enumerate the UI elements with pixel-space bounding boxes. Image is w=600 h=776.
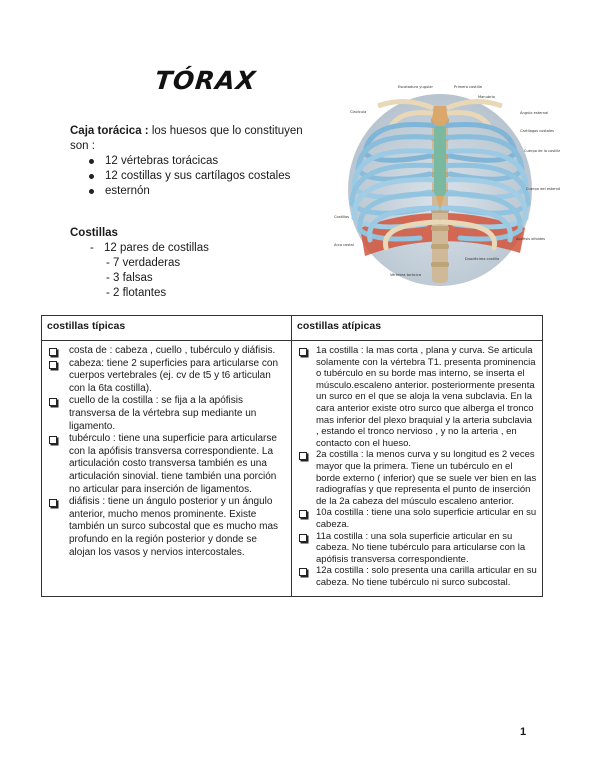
caja-toracica-section: [70, 124, 320, 199]
list-item: cabeza: tiene 2 superficies para articularse con cuerpos vertebrales (ej. cv de t5 y t6 articulan con la 6ta costilla).: [47, 358, 286, 396]
caja-toracica-heading: Caja torácica :: [70, 125, 149, 137]
rib-cage-drawing: [330, 78, 560, 290]
figure-label: Cuerpo de la costilla: [524, 149, 560, 153]
page-title: TÓRAX: [153, 66, 258, 95]
figure-label: Cartílagos costales: [520, 129, 555, 133]
figure-label: Duodécima costilla: [465, 257, 500, 261]
caja-toracica-text: los huesos que lo constituyen son :: [70, 125, 303, 152]
ribs-comparison-table: [41, 315, 543, 597]
list-item: 12 costillas y sus cartílagos costales: [70, 169, 320, 184]
figure-label: Clavícula: [350, 110, 367, 114]
costillas-sub-item: - 2 flotantes: [106, 287, 167, 299]
costillas-sub-item: - 3 falsas: [106, 272, 153, 284]
typical-list: [47, 345, 286, 559]
header-atypical: costillas atípicas: [292, 316, 543, 341]
header-typical: costillas típicas: [42, 316, 292, 341]
figure-label: Manubrio: [478, 95, 495, 99]
page-number: 1: [520, 726, 527, 738]
typical-cell: [42, 341, 292, 597]
caja-toracica-intro: [70, 124, 320, 154]
list-item: cuello de la costilla : se fija a la apófisis transversa de la vértebra sup mediante un ligamento.: [47, 395, 286, 433]
list-item: 10a costilla : tiene una solo superficie articular en su cabeza.: [297, 507, 537, 530]
costillas-heading: Costillas: [70, 227, 118, 239]
thorax-illustration: [330, 78, 560, 290]
list-item: 11a costilla : una sola superficie articular en su cabeza. No tiene tubérculo para articularse con la apófisis transversa correspondiente.: [297, 531, 537, 566]
figure-label: Apófisis xifoides: [516, 237, 546, 241]
list-item: esternón: [70, 184, 320, 199]
figure-label: Cuerpo del esternón: [526, 187, 560, 191]
caja-toracica-list: [70, 154, 320, 199]
list-item: 12a costilla : solo presenta una carilla articular en su cabeza. No tiene tubérculo ni surco subcostal.: [297, 565, 537, 588]
costillas-sub-item: - 7 verdaderas: [106, 257, 181, 269]
figure-label: Costillas: [334, 215, 350, 219]
costillas-section: [70, 226, 209, 301]
figure-label: Escotadura yugular: [398, 85, 433, 89]
list-item: 12 vértebras torácicas: [70, 154, 320, 169]
figure-label: Primera costilla: [454, 85, 482, 89]
list-item: diáfisis : tiene un ángulo posterior y un ángulo anterior, mucho menos prominente. Existe también un surco subcostal que es mucho mas profundo en la región posterior y donde se alojan los vasos y nervios intercostales.: [47, 496, 286, 559]
list-item: 2a costilla : la menos curva y su longitud es 2 veces mayor que la primera. Tiene un tubérculo en el borde externo ( inferior) que se suele ver bien en las radiografías y que representa el punto de inserción de la 2a cabeza del músculo escaleno anterior.: [297, 449, 537, 507]
list-item: costa de : cabeza , cuello , tubérculo y diáfisis.: [47, 345, 286, 358]
figure-label: Ángulo esternal: [520, 111, 549, 115]
table-row: [42, 341, 543, 597]
figure-label: Arco costal: [334, 243, 354, 247]
list-item: 1a costilla : la mas corta , plana y curva. Se articula solamente con la vértebra T1. presenta prominencia o tubérculo en su borde mas interno, se inserta el músculo.escaleno anterior. posteriormente presenta un surco en el que se aloja la vena subclavia. En la cara anterior existe otro surco que alberga el tronco mas inferior del plexo braquial y la arteria subclavia , estando el tronco nervioso , y no la arteria , en contacto con el hueso.: [297, 345, 537, 449]
figure-label: Vértebra torácica: [390, 273, 422, 277]
costillas-pairs: 12 pares de costillas: [104, 242, 209, 254]
atypical-cell: [292, 341, 543, 597]
list-item: tubérculo : tiene una superficie para articularse con la apófisis transversa correspondiente. La articulación costo transversa también es una articulación sinovial. tiene también una porción no articular para inserción de ligamentos.: [47, 433, 286, 496]
atypical-list: [297, 345, 537, 588]
costillas-dash-item: - 12 pares de costillas: [90, 242, 209, 254]
table-header-row: [42, 316, 543, 341]
